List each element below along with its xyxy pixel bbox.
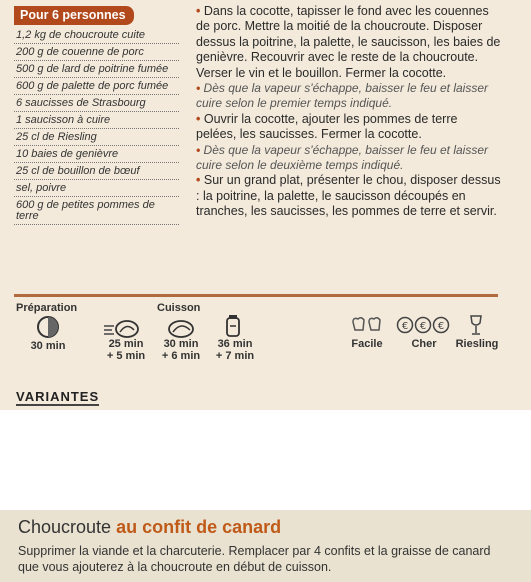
ingredient-list — [14, 27, 179, 225]
step-3-text: Sur un grand plat, présenter le chou, disposer dessus : la poitrine, la palette, le saucisson découpés en tranches, les saucisses, les pommes de terre et servir. — [196, 173, 501, 219]
bullet-icon: • — [196, 173, 201, 188]
cook-time-2: 30 min + 6 min — [161, 338, 201, 362]
euro-cost-icon — [396, 316, 452, 334]
variant-confit — [0, 510, 531, 582]
wine-glass-icon — [468, 314, 484, 336]
svg-text:€: € — [401, 321, 409, 332]
pressure-low-icon — [102, 318, 140, 338]
cook-time-3: 36 min + 7 min — [215, 338, 255, 362]
ingredient-item: 1,2 kg de choucroute cuite — [14, 27, 179, 44]
ingredient-item: 25 cl de bouillon de bœuf — [14, 163, 179, 180]
prep-label: Préparation — [16, 302, 78, 314]
note-2 — [196, 143, 501, 174]
svg-text:€: € — [437, 321, 445, 332]
ingredient-item: sel, poivre — [14, 180, 179, 197]
ingredient-item: 500 g de lard de poitrine fumée — [14, 61, 179, 78]
steps-column — [196, 4, 501, 220]
pressure-high-icon — [164, 318, 198, 338]
cook-time-1: 25 min + 5 min — [106, 338, 146, 362]
ingredient-item: 600 g de palette de porc fumée — [14, 78, 179, 95]
clock-icon — [36, 316, 60, 338]
step-2-text: Ouvrir la cocotte, ajouter les pommes de terre pelées, les saucisses. Fermer la cocotte. — [196, 111, 458, 142]
ingredient-item: 10 baies de genièvre — [14, 146, 179, 163]
bullet-icon: • — [196, 142, 201, 157]
step-1 — [196, 4, 501, 81]
step-3 — [196, 173, 501, 219]
bullet-icon: • — [196, 4, 201, 18]
ingredient-item: 600 g de petites pommes de terre — [14, 197, 179, 225]
servings-badge: Pour 6 personnes — [14, 6, 134, 25]
variant-title-accent: au confit de canard — [116, 517, 282, 537]
variant-text: Supprimer la viande et la charcuterie. Remplacer par 4 confits et la graisse de canard que vous ajouterez à la choucroute en début de cuisson. — [18, 544, 491, 574]
cook-label: Cuisson — [157, 302, 201, 314]
step-1-text: Dans la cocotte, tapisser le fond avec les couennes de porc. Mettre la moitié de la choucroute. Disposer dessus la poitrine, la palette, le saucisson, les baies de genièvre. Recouvrir avec le reste de la choucroute. Verser le vin et le bouillon. Fermer la cocotte. — [196, 4, 501, 80]
bullet-icon: • — [196, 111, 201, 126]
meta-row — [14, 300, 514, 370]
difficulty-label: Facile — [351, 338, 383, 350]
prep-time: 30 min — [30, 340, 66, 352]
variantes-heading: VARIANTES — [16, 389, 100, 404]
bullet-icon: • — [196, 81, 201, 96]
svg-text:€: € — [419, 321, 427, 332]
variant-title-plain: Choucroute — [18, 517, 112, 537]
cooker-icon — [224, 314, 242, 338]
ingredients-column — [14, 6, 179, 225]
chef-hat-icon — [350, 316, 384, 334]
step-2 — [196, 112, 501, 143]
note-2-text: Dès que la vapeur s'échappe, baisser le feu et laisser cuire selon le deuxième temps indiqué. — [196, 142, 489, 173]
variant-title — [18, 517, 281, 538]
section-divider — [14, 294, 498, 297]
note-1-text: Dès que la vapeur s'échappe, baisser le feu et laisser cuire selon le premier temps indiqué. — [196, 81, 489, 111]
cost-label: Cher — [411, 338, 437, 350]
ingredient-item: 6 saucisses de Strasbourg — [14, 95, 179, 112]
note-1 — [196, 81, 501, 112]
ingredient-item: 200 g de couenne de porc — [14, 44, 179, 61]
wine-label: Riesling — [455, 338, 499, 350]
ingredient-item: 25 cl de Riesling — [14, 129, 179, 146]
ingredient-item: 1 saucisson à cuire — [14, 112, 179, 129]
